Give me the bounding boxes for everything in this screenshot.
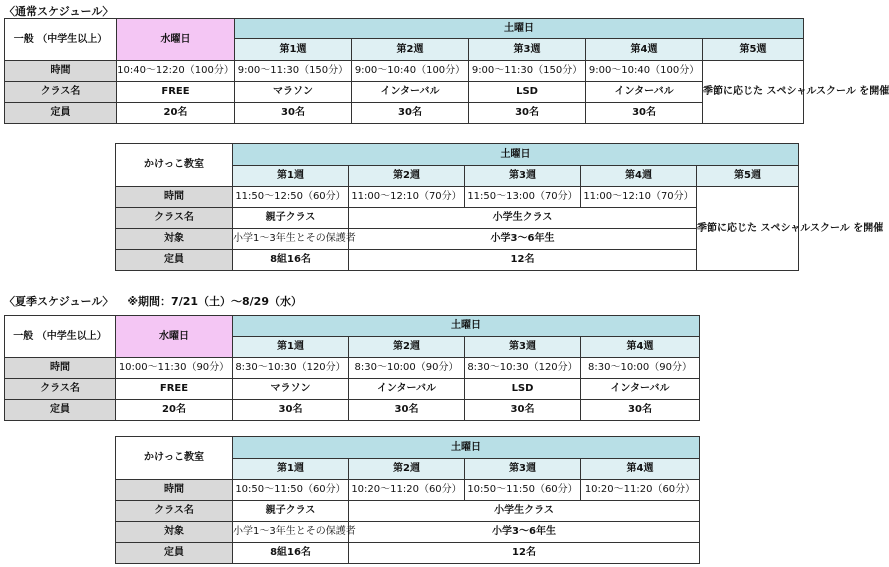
row-label-target: 対象 bbox=[116, 522, 233, 543]
wednesday-header: 水曜日 bbox=[116, 316, 233, 358]
saturday-time: 11:00〜12:10（70分） bbox=[581, 187, 697, 208]
row-label-time: 時間 bbox=[5, 358, 116, 379]
saturday-capacity: 30名 bbox=[352, 103, 469, 124]
parent-class-capacity: 8組16名 bbox=[233, 250, 349, 271]
saturday-class: インターバル bbox=[349, 379, 465, 400]
saturday-time: 11:50〜12:50（60分） bbox=[233, 187, 349, 208]
saturday-class: LSD bbox=[465, 379, 581, 400]
summer-period-note: ※期間：7/21（土）〜8/29（水） bbox=[127, 295, 302, 308]
wednesday-class: FREE bbox=[116, 379, 233, 400]
saturday-time: 10:50〜11:50（60分） bbox=[233, 480, 349, 501]
elementary-class-name: 小学生クラス bbox=[349, 208, 697, 229]
week-header: 第2週 bbox=[349, 337, 465, 358]
week-header: 第4週 bbox=[581, 166, 697, 187]
summer-schedule-title bbox=[4, 293, 302, 309]
saturday-time: 11:50〜13:00（70分） bbox=[465, 187, 581, 208]
saturday-time: 10:20〜11:20（60分） bbox=[349, 480, 465, 501]
row-label-capacity: 定員 bbox=[116, 543, 233, 564]
saturday-class: インターバル bbox=[586, 82, 703, 103]
parent-class-target: 小学1〜3年生とその保護者 bbox=[233, 522, 349, 543]
saturday-capacity: 30名 bbox=[234, 103, 351, 124]
saturday-capacity: 30名 bbox=[233, 400, 349, 421]
saturday-time: 11:00〜12:10（70分） bbox=[349, 187, 465, 208]
week-header: 第3週 bbox=[469, 39, 586, 61]
row-label-capacity: 定員 bbox=[5, 400, 116, 421]
saturday-class: LSD bbox=[469, 82, 586, 103]
row-label-capacity: 定員 bbox=[116, 250, 233, 271]
week5-special-note: 季節に応じた スペシャルスクール を開催 bbox=[697, 187, 799, 271]
wednesday-class: FREE bbox=[116, 82, 234, 103]
saturday-time: 9:00〜10:40（100分） bbox=[586, 61, 703, 82]
kids-corner-label: かけっこ教室 bbox=[116, 144, 233, 187]
week-header: 第4週 bbox=[586, 39, 703, 61]
elementary-class-capacity: 12名 bbox=[349, 250, 697, 271]
elementary-class-target: 小学3〜6年生 bbox=[349, 522, 700, 543]
elementary-class-capacity: 12名 bbox=[349, 543, 700, 564]
week-header: 第5週 bbox=[703, 39, 804, 61]
elementary-class-name: 小学生クラス bbox=[349, 501, 700, 522]
parent-class-target: 小学1〜3年生とその保護者 bbox=[233, 229, 349, 250]
week-header: 第4週 bbox=[581, 337, 700, 358]
saturday-time: 10:20〜11:20（60分） bbox=[581, 480, 700, 501]
saturday-class: マラソン bbox=[234, 82, 351, 103]
week-header: 第2週 bbox=[349, 166, 465, 187]
summer-general-table bbox=[4, 315, 700, 421]
week-header: 第3週 bbox=[465, 337, 581, 358]
elementary-class-target: 小学3〜6年生 bbox=[349, 229, 697, 250]
wednesday-header: 水曜日 bbox=[116, 19, 234, 61]
row-label-time: 時間 bbox=[116, 480, 233, 501]
saturday-class: インターバル bbox=[352, 82, 469, 103]
row-label-class: クラス名 bbox=[116, 208, 233, 229]
summer-title-text: 〈夏季スケジュール〉 bbox=[4, 295, 114, 308]
week-header: 第1週 bbox=[234, 39, 351, 61]
saturday-capacity: 30名 bbox=[586, 103, 703, 124]
regular-general-table bbox=[4, 18, 889, 124]
saturday-header: 土曜日 bbox=[233, 437, 700, 459]
saturday-class: マラソン bbox=[233, 379, 349, 400]
saturday-header: 土曜日 bbox=[233, 144, 799, 166]
saturday-time: 8:30〜10:00（90分） bbox=[349, 358, 465, 379]
row-label-target: 対象 bbox=[116, 229, 233, 250]
regular-schedule-title: 〈通常スケジュール〉 bbox=[4, 5, 114, 18]
row-label-capacity: 定員 bbox=[5, 103, 117, 124]
parent-class-capacity: 8組16名 bbox=[233, 543, 349, 564]
saturday-time: 8:30〜10:00（90分） bbox=[581, 358, 700, 379]
week-header: 第2週 bbox=[349, 459, 465, 480]
saturday-class: インターバル bbox=[581, 379, 700, 400]
saturday-capacity: 30名 bbox=[469, 103, 586, 124]
week5-special-note: 季節に応じた スペシャルスクール を開催 bbox=[703, 61, 804, 124]
week-header: 第3週 bbox=[465, 459, 581, 480]
wednesday-time: 10:00〜11:30（90分） bbox=[116, 358, 233, 379]
row-label-class: クラス名 bbox=[116, 501, 233, 522]
kids-corner-label: かけっこ教室 bbox=[116, 437, 233, 480]
saturday-header: 土曜日 bbox=[233, 316, 700, 337]
wednesday-time: 10:40〜12:20（100分） bbox=[116, 61, 234, 82]
summer-kids-table bbox=[115, 436, 700, 564]
week-header: 第1週 bbox=[233, 166, 349, 187]
week-header: 第1週 bbox=[233, 337, 349, 358]
week-header: 第1週 bbox=[233, 459, 349, 480]
saturday-time: 10:50〜11:50（60分） bbox=[465, 480, 581, 501]
saturday-capacity: 30名 bbox=[465, 400, 581, 421]
saturday-header: 土曜日 bbox=[234, 19, 803, 39]
week-header: 第2週 bbox=[352, 39, 469, 61]
row-label-class: クラス名 bbox=[5, 379, 116, 400]
week-header: 第4週 bbox=[581, 459, 700, 480]
saturday-time: 9:00〜11:30（150分） bbox=[469, 61, 586, 82]
wednesday-capacity: 20名 bbox=[116, 400, 233, 421]
general-corner-label: 一般 （中学生以上） bbox=[5, 19, 117, 61]
saturday-time: 9:00〜11:30（150分） bbox=[234, 61, 351, 82]
parent-class-name: 親子クラス bbox=[233, 501, 349, 522]
week-header: 第3週 bbox=[465, 166, 581, 187]
saturday-time: 8:30〜10:30（120分） bbox=[465, 358, 581, 379]
row-label-time: 時間 bbox=[116, 187, 233, 208]
saturday-time: 8:30〜10:30（120分） bbox=[233, 358, 349, 379]
saturday-time: 9:00〜10:40（100分） bbox=[352, 61, 469, 82]
week-header: 第5週 bbox=[697, 166, 799, 187]
saturday-capacity: 30名 bbox=[349, 400, 465, 421]
general-corner-label: 一般 （中学生以上） bbox=[5, 316, 116, 358]
row-label-time: 時間 bbox=[5, 61, 117, 82]
saturday-capacity: 30名 bbox=[581, 400, 700, 421]
regular-kids-table bbox=[115, 143, 884, 271]
row-label-class: クラス名 bbox=[5, 82, 117, 103]
parent-class-name: 親子クラス bbox=[233, 208, 349, 229]
wednesday-capacity: 20名 bbox=[116, 103, 234, 124]
